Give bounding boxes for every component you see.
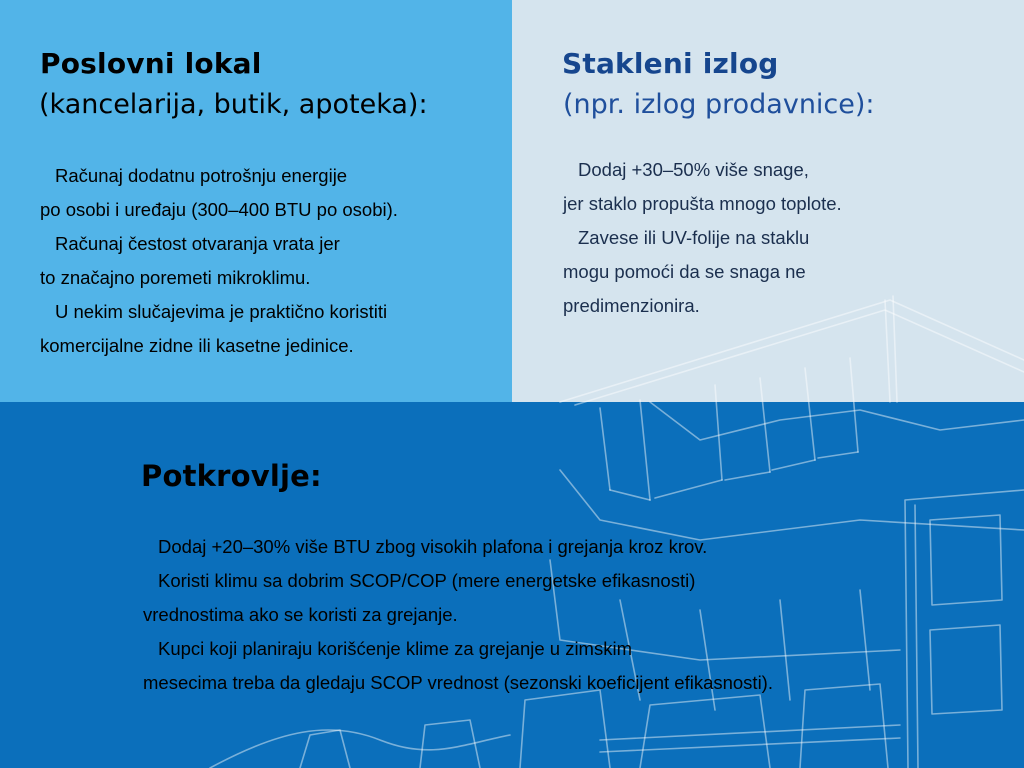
section-subtitle-business-space: (kancelarija, butik, apoteka): [39,89,428,120]
square-bullet-icon [565,235,572,242]
bullet-list-attic [143,530,773,700]
line-text: vrednostima ako se koristi za grejanje. [143,604,458,625]
text-line [40,261,398,295]
text-line [143,598,773,632]
square-bullet-icon [145,544,152,551]
text-line [563,289,842,323]
bullet-list-business-space [40,159,398,363]
square-bullet-icon [42,241,49,248]
square-bullet-icon [42,173,49,180]
text-line [40,227,398,261]
line-text: Računaj dodatnu potrošnju energije [55,165,348,186]
text-line [40,329,398,363]
text-line [143,666,773,700]
text-line [143,530,773,564]
section-title-business-space: Poslovni lokal [40,47,262,80]
text-line [143,564,773,598]
line-text: predimenzionira. [563,295,700,316]
text-line [40,193,398,227]
section-subtitle-glass-storefront: (npr. izlog prodavnice): [563,89,875,120]
text-line [563,255,842,289]
line-text: Dodaj +30–50% više snage, [578,159,809,180]
line-text: Koristi klimu sa dobrim SCOP/COP (mere energetske efikasnosti) [158,570,696,591]
square-bullet-icon [565,167,572,174]
line-text: Računaj čestost otvaranja vrata jer [55,233,340,254]
line-text: mesecima treba da gledaju SCOP vrednost (sezonski koeficijent efikasnosti). [143,672,773,693]
line-text: po osobi i uređaju (300–400 BTU po osobi). [40,199,398,220]
line-text: Kupci koji planiraju korišćenje klime za grejanje u zimskim [158,638,632,659]
text-line [143,632,773,666]
line-text: jer staklo propušta mnogo toplote. [563,193,842,214]
section-title-attic: Potkrovlje: [141,459,322,493]
line-text: komercijalne zidne ili kasetne jedinice. [40,335,354,356]
square-bullet-icon [145,578,152,585]
square-bullet-icon [42,309,49,316]
line-text: mogu pomoći da se snaga ne [563,261,806,282]
bullet-list-glass-storefront [563,153,842,323]
line-text: Zavese ili UV-folije na staklu [578,227,810,248]
line-text: Dodaj +20–30% više BTU zbog visokih plafona i grejanja kroz krov. [158,536,708,557]
square-bullet-icon [145,646,152,653]
text-line [40,159,398,193]
line-text: to značajno poremeti mikroklimu. [40,267,311,288]
line-text: U nekim slučajevima je praktično koristiti [55,301,388,322]
text-line [563,221,842,255]
text-line [563,187,842,221]
text-line [563,153,842,187]
text-line [40,295,398,329]
section-title-glass-storefront: Stakleni izlog [562,47,779,80]
